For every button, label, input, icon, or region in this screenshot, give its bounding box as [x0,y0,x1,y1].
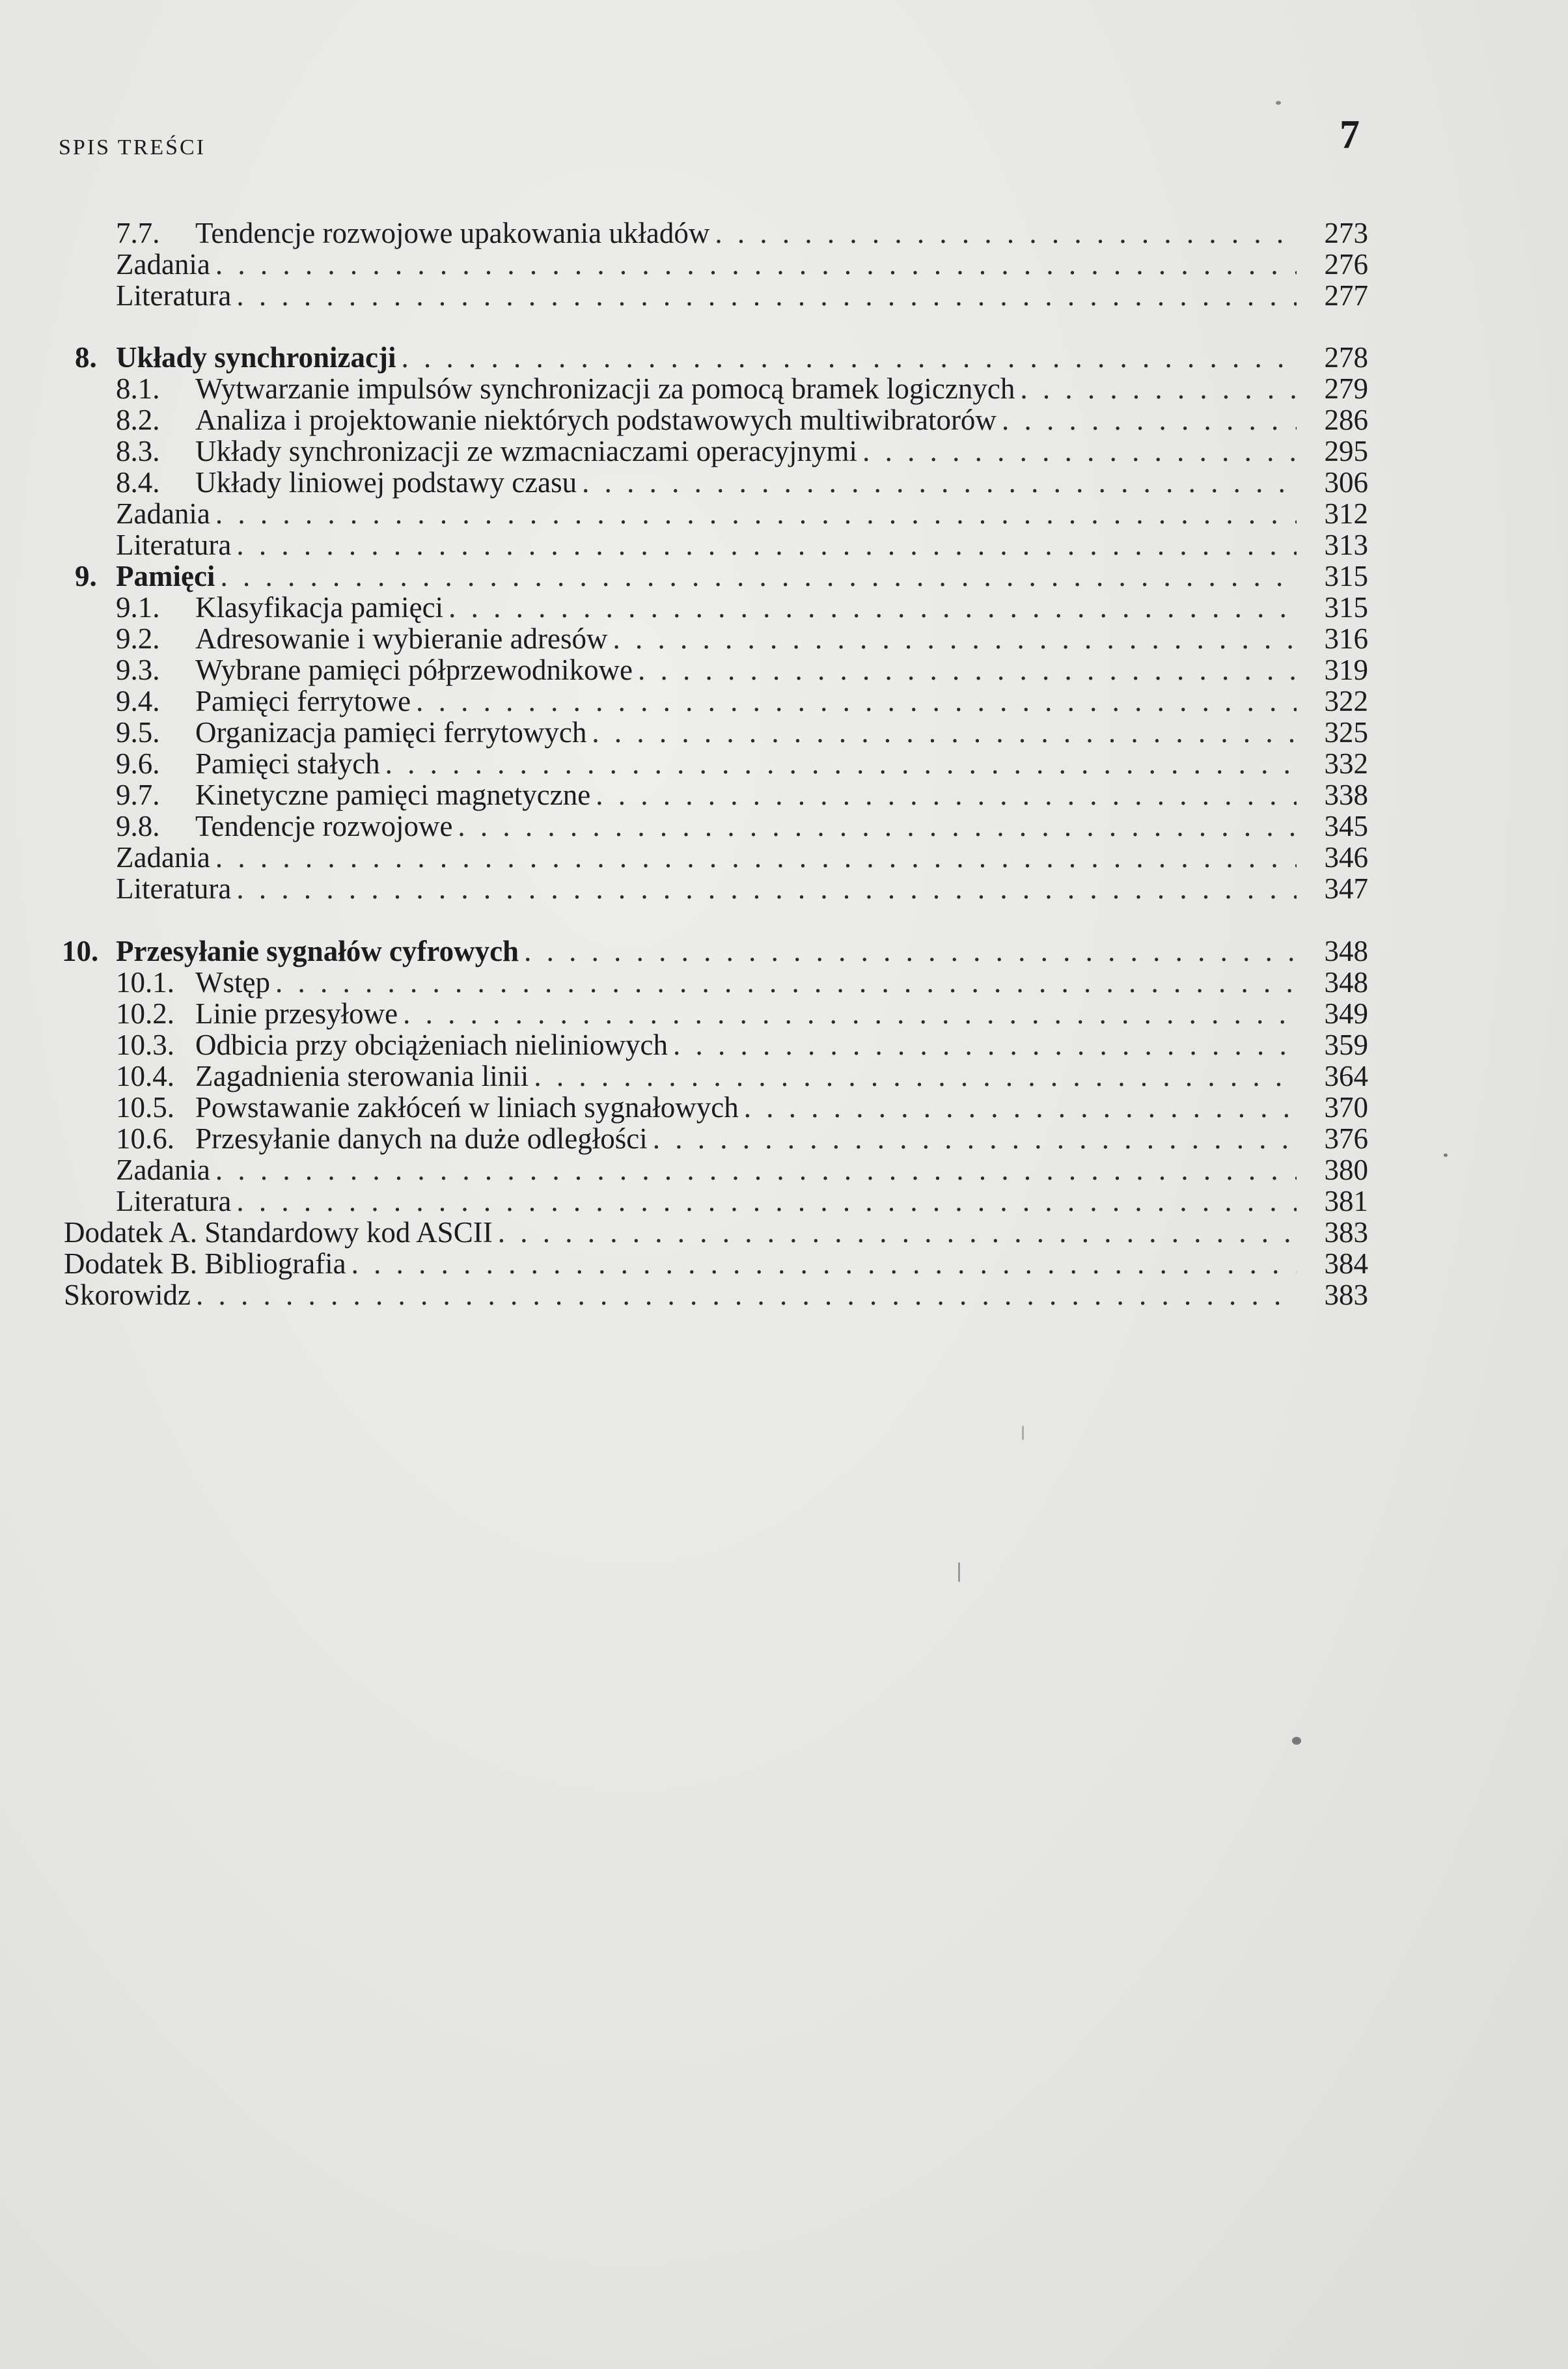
toc-entry [116,779,1368,810]
toc-entry-page: 384 [1324,1247,1368,1280]
toc-entry-page: 332 [1324,747,1368,780]
toc-entry-page: 346 [1324,841,1368,874]
scan-speck [1022,1426,1024,1440]
toc-entry-page: 312 [1324,497,1368,530]
toc-entry-title: Wytwarzanie impulsów synchronizacji za pomocą bramek logicznych [195,372,1015,405]
toc-entry-number: 10.2. [116,997,174,1030]
toc-entry-page: 315 [1324,591,1368,624]
toc-entry [75,342,1368,373]
toc-entry-number: 8. [75,341,97,374]
dot-leader [611,623,1297,654]
toc-entry [116,436,1368,467]
dot-leader [398,342,1297,373]
toc-entry-number: 9.5. [116,716,160,749]
toc-entry-page: 348 [1324,966,1368,999]
toc-entry-page: 364 [1324,1060,1368,1092]
toc-entry-number: 9.1. [116,591,160,624]
dot-leader [1017,373,1297,404]
running-head: SPIS TREŚCI [59,135,206,159]
toc-entry-page: 347 [1324,872,1368,905]
toc-entry-number: 7.7. [116,217,160,249]
toc-entry-title: Zadania [116,841,210,874]
toc-entry-page: 319 [1324,654,1368,686]
page-number: 7 [1340,113,1360,157]
toc-entry [64,1217,1368,1248]
dot-leader [670,1029,1297,1060]
toc-entry-title: Pamięci ferrytowe [195,685,411,717]
dot-leader [712,217,1297,249]
dot-leader [193,1279,1297,1310]
toc-entry [116,592,1368,623]
toc-entry-page: 315 [1324,560,1368,592]
toc-entry-page: 286 [1324,404,1368,436]
dot-leader [234,1185,1297,1217]
toc-entry-page: 348 [1324,935,1368,967]
scan-speck [958,1562,960,1582]
toc-entry [116,1092,1368,1123]
toc-entry-page: 295 [1324,435,1368,467]
dot-leader [213,842,1297,873]
toc-entry-title: Organizacja pamięci ferrytowych [195,716,587,749]
toc-entry-page: 376 [1324,1122,1368,1155]
toc-entry [116,748,1368,779]
toc-entry-page: 370 [1324,1091,1368,1124]
toc-entry-title: Klasyfikacja pamięci [195,591,444,624]
toc-entry-number: 9.7. [116,779,160,811]
dot-leader [593,779,1297,810]
toc-entry [64,1248,1368,1279]
toc-entry [116,249,1368,280]
dot-leader [234,280,1297,311]
dot-leader [650,1123,1297,1154]
toc-entry-title: Dodatek A. Standardowy kod ASCII [64,1216,493,1249]
toc-entry-number: 9.8. [116,810,160,842]
toc-entry-title: Skorowidz [64,1279,191,1311]
dot-leader [446,592,1297,623]
toc-entry-number: 8.1. [116,372,160,405]
dot-leader [521,935,1297,967]
dot-leader [589,717,1297,748]
toc-entry-title: Zagadnienia sterowania linii [195,1060,529,1092]
toc-entry [116,467,1368,498]
scan-speck [1276,101,1281,105]
toc-entry-title: Kinetyczne pamięci magnetyczne [195,779,591,811]
toc-entry-title: Przesyłanie danych na duże odległości [195,1122,648,1155]
toc-entry [116,1123,1368,1154]
dot-leader [635,654,1297,686]
scan-speck [1292,1737,1301,1745]
toc-entry-title: Powstawanie zakłóceń w liniach sygnałowych [195,1091,739,1124]
toc-entry-page: 273 [1324,217,1368,249]
toc-entry-number: 10.1. [116,966,174,999]
toc-entry-title: Literatura [116,279,232,312]
toc-entry [116,217,1368,249]
toc-entry-number: 10.6. [116,1122,174,1155]
dot-leader [213,498,1297,529]
toc-entry-title: Analiza i projektowanie niektórych podstawowych multiwibratorów [195,404,997,436]
scan-speck [1444,1154,1448,1157]
dot-leader [413,686,1297,717]
toc-entry [116,1185,1368,1217]
toc-entry-title: Linie przesyłowe [195,997,398,1030]
toc-entry-number: 8.3. [116,435,160,467]
toc-entry-page: 316 [1324,622,1368,655]
dot-leader [860,436,1297,467]
dot-leader [741,1092,1297,1123]
toc-entry-number: 9.6. [116,747,160,780]
toc-entry-page: 277 [1324,279,1368,312]
toc-entry-title: Literatura [116,1185,232,1217]
toc-entry-page: 383 [1324,1279,1368,1311]
toc-entry-number: 9.4. [116,685,160,717]
toc-entry [62,935,1368,967]
toc-entry-page: 381 [1324,1185,1368,1217]
toc-entry-number: 8.2. [116,404,160,436]
toc-entry-page: 338 [1324,779,1368,811]
toc-entry-title: Wstęp [195,966,270,999]
toc-entry-page: 322 [1324,685,1368,717]
dot-leader [531,1060,1297,1092]
toc-entry-page: 380 [1324,1154,1368,1186]
toc-entry [116,498,1368,529]
toc-entry [116,967,1368,998]
dot-leader [455,810,1297,842]
toc-entry [116,623,1368,654]
toc-entry [116,1060,1368,1092]
toc-entry-title: Pamięci [116,560,215,592]
toc-entry-title: Zadania [116,497,210,530]
dot-leader [213,249,1297,280]
toc-entry-title: Zadania [116,248,210,281]
toc-entry-page: 383 [1324,1216,1368,1249]
toc-entry [116,654,1368,686]
toc-entry-title: Tendencje rozwojowe [195,810,453,842]
toc-entry-title: Adresowanie i wybieranie adresów [195,622,608,655]
toc-entry-page: 345 [1324,810,1368,842]
toc-entry-title: Pamięci stałych [195,747,380,780]
toc-entry [116,373,1368,404]
dot-leader [999,404,1297,436]
toc-entry-title: Zadania [116,1154,210,1186]
dot-leader [495,1217,1297,1248]
dot-leader [234,873,1297,904]
toc-entry-title: Układy synchronizacji ze wzmacniaczami operacyjnymi [195,435,858,467]
toc-entry-page: 276 [1324,248,1368,281]
toc-entry [116,810,1368,842]
toc-entry-number: 8.4. [116,466,160,499]
dot-leader [273,967,1297,998]
toc-entry [116,686,1368,717]
toc-entry-title: Układy synchronizacji [116,341,396,374]
toc-entry [116,1154,1368,1185]
toc-entry-number: 10.5. [116,1091,174,1124]
dot-leader [400,998,1297,1029]
toc-entry-title: Dodatek B. Bibliografia [64,1247,346,1280]
dot-leader [213,1154,1297,1185]
toc-entry-title: Odbicia przy obciążeniach nieliniowych [195,1029,668,1061]
toc-entry [116,1029,1368,1060]
toc-entry [116,842,1368,873]
toc-entry-title: Tendencje rozwojowe upakowania układów [195,217,710,249]
toc-entry [116,998,1368,1029]
dot-leader [579,467,1297,498]
toc-entry [116,280,1368,311]
toc-entry [64,1279,1368,1310]
toc-entry-title: Wybrane pamięci półprzewodnikowe [195,654,633,686]
toc-entry-page: 313 [1324,529,1368,561]
toc-entry-number: 10. [62,935,99,967]
toc-entry [116,529,1368,561]
toc-entry-page: 359 [1324,1029,1368,1061]
dot-leader [217,561,1297,592]
toc-entry-number: 10.3. [116,1029,174,1061]
toc-entry-title: Literatura [116,872,232,905]
dot-leader [349,1248,1297,1279]
toc-entry-number: 10.4. [116,1060,174,1092]
toc-entry [75,561,1368,592]
toc-entry-number: 9.3. [116,654,160,686]
toc-entry-title: Literatura [116,529,232,561]
toc-entry [116,404,1368,436]
dot-leader [234,529,1297,561]
toc-entry-page: 306 [1324,466,1368,499]
dot-leader [383,748,1297,779]
toc-entry [116,717,1368,748]
toc-entry-page: 279 [1324,372,1368,405]
toc-entry-page: 278 [1324,341,1368,374]
toc-entry-number: 9.2. [116,622,160,655]
toc-entry-page: 325 [1324,716,1368,749]
toc-entry-number: 9. [75,560,97,592]
toc-entry-title: Układy liniowej podstawy czasu [195,466,577,499]
toc-entry [116,873,1368,904]
toc-entry-title: Przesyłanie sygnałów cyfrowych [116,935,519,967]
toc-entry-page: 349 [1324,997,1368,1030]
